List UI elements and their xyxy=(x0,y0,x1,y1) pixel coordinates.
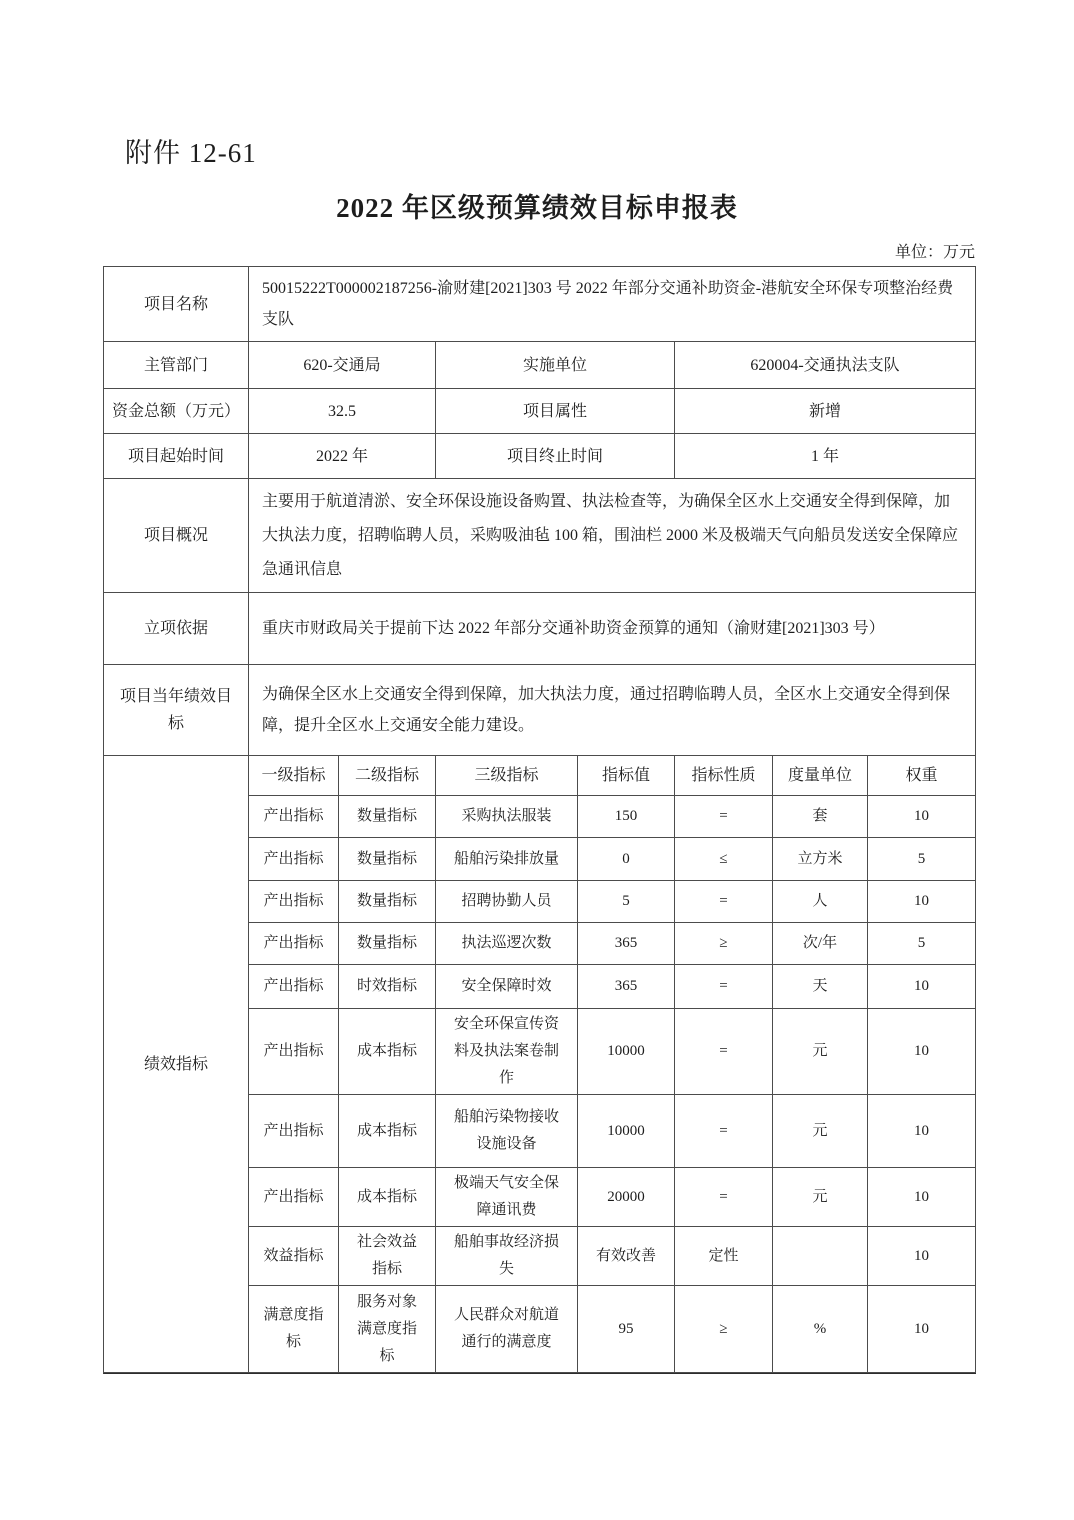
indicator-cell-level3: 人民群众对航道通行的满意度 xyxy=(436,1286,578,1373)
dept-value: 620-交通局 xyxy=(249,342,436,389)
indicator-cell-value: 150 xyxy=(578,796,675,838)
impl-unit-label: 实施单位 xyxy=(436,342,675,389)
indicator-header-unit: 度量单位 xyxy=(773,756,868,796)
indicator-cell-level2: 成本指标 xyxy=(339,1009,436,1095)
indicator-cell-weight: 10 xyxy=(868,1227,976,1286)
indicator-cell-value: 20000 xyxy=(578,1168,675,1227)
indicator-cell-level1: 产出指标 xyxy=(249,965,339,1009)
indicator-cell-level2: 成本指标 xyxy=(339,1095,436,1168)
indicator-cell-unit: 次/年 xyxy=(773,923,868,965)
indicator-cell-level3: 船舶事故经济损失 xyxy=(436,1227,578,1286)
end-time-label: 项目终止时间 xyxy=(436,434,675,479)
indicator-cell-unit: 立方米 xyxy=(773,838,868,881)
indicator-cell-value: 0 xyxy=(578,838,675,881)
indicator-header-value: 指标值 xyxy=(578,756,675,796)
indicator-cell-weight: 5 xyxy=(868,838,976,881)
indicator-cell-weight: 10 xyxy=(868,1095,976,1168)
indicator-cell-level3: 采购执法服装 xyxy=(436,796,578,838)
attribute-value: 新增 xyxy=(675,389,976,434)
indicator-cell-nature: = xyxy=(675,1095,773,1168)
page-title: 2022 年区级预算绩效目标申报表 xyxy=(336,193,738,223)
indicator-cell-nature: 定性 xyxy=(675,1227,773,1286)
indicator-cell-level1: 满意度指标 xyxy=(249,1286,339,1373)
indicator-cell-weight: 10 xyxy=(868,1009,976,1095)
indicator-cell-unit: 套 xyxy=(773,796,868,838)
indicator-cell-nature: = xyxy=(675,1168,773,1227)
indicator-cell-level2: 时效指标 xyxy=(339,965,436,1009)
indicator-cell-level2: 社会效益指标 xyxy=(339,1227,436,1286)
indicator-cell-level2: 数量指标 xyxy=(339,838,436,881)
indicator-header-nature: 指标性质 xyxy=(675,756,773,796)
indicators-section-label: 绩效指标 xyxy=(104,756,249,1373)
impl-unit-value: 620004-交通执法支队 xyxy=(675,342,976,389)
indicator-cell-level1: 产出指标 xyxy=(249,923,339,965)
indicator-cell-nature: ≤ xyxy=(675,838,773,881)
indicator-cell-nature: = xyxy=(675,965,773,1009)
indicator-cell-level1: 产出指标 xyxy=(249,1168,339,1227)
indicator-cell-unit xyxy=(773,1227,868,1286)
indicator-cell-level1: 产出指标 xyxy=(249,1009,339,1095)
indicator-cell-weight: 10 xyxy=(868,796,976,838)
indicator-cell-level1: 产出指标 xyxy=(249,796,339,838)
indicator-cell-level2: 数量指标 xyxy=(339,923,436,965)
indicator-cell-level1: 产出指标 xyxy=(249,838,339,881)
indicator-cell-level1: 产出指标 xyxy=(249,881,339,923)
overview-label: 项目概况 xyxy=(104,479,249,593)
indicator-cell-value: 5 xyxy=(578,881,675,923)
indicator-cell-value: 有效改善 xyxy=(578,1227,675,1286)
project-name-value: 50015222T000002187256-渝财建[2021]303 号 2022 年部分交通补助资金-港航安全环保专项整治经费支队 xyxy=(249,267,976,342)
attachment-label: 附件 12-61 xyxy=(125,138,257,168)
start-time-label: 项目起始时间 xyxy=(104,434,249,479)
declaration-form-table xyxy=(103,266,976,1374)
indicator-cell-weight: 10 xyxy=(868,881,976,923)
indicator-cell-weight: 10 xyxy=(868,965,976,1009)
indicator-cell-nature: = xyxy=(675,881,773,923)
indicator-cell-level2: 数量指标 xyxy=(339,881,436,923)
end-time-value: 1 年 xyxy=(675,434,976,479)
indicator-cell-level2: 数量指标 xyxy=(339,796,436,838)
indicator-cell-level3: 船舶污染排放量 xyxy=(436,838,578,881)
indicator-header-level3: 三级指标 xyxy=(436,756,578,796)
indicator-cell-value: 365 xyxy=(578,923,675,965)
indicator-cell-level3: 船舶污染物接收设施设备 xyxy=(436,1095,578,1168)
indicator-cell-level1: 效益指标 xyxy=(249,1227,339,1286)
indicator-cell-weight: 5 xyxy=(868,923,976,965)
indicator-cell-value: 10000 xyxy=(578,1095,675,1168)
indicator-cell-unit: 人 xyxy=(773,881,868,923)
annual-goal-value: 为确保全区水上交通安全得到保障，加大执法力度，通过招聘临聘人员，全区水上交通安全得到保障，提升全区水上交通安全能力建设。 xyxy=(249,665,976,756)
indicator-cell-level2: 服务对象满意度指标 xyxy=(339,1286,436,1373)
indicator-cell-unit: % xyxy=(773,1286,868,1373)
indicator-cell-unit: 元 xyxy=(773,1095,868,1168)
overview-value: 主要用于航道清淤、安全环保设施设备购置、执法检查等，为确保全区水上交通安全得到保障，加大执法力度，招聘临聘人员，采购吸油毡 100 箱，围油栏 2000 米及极端天气向船员发送安全保障应急通讯信息 xyxy=(249,479,976,593)
indicator-cell-value: 10000 xyxy=(578,1009,675,1095)
basis-label: 立项依据 xyxy=(104,593,249,665)
indicator-header-weight: 权重 xyxy=(868,756,976,796)
basis-value: 重庆市财政局关于提前下达 2022 年部分交通补助资金预算的通知（渝财建[2021]303 号） xyxy=(249,593,976,665)
start-time-value: 2022 年 xyxy=(249,434,436,479)
total-fund-value: 32.5 xyxy=(249,389,436,434)
indicator-cell-level3: 执法巡逻次数 xyxy=(436,923,578,965)
indicator-cell-level3: 安全保障时效 xyxy=(436,965,578,1009)
indicator-cell-level3: 招聘协勤人员 xyxy=(436,881,578,923)
indicator-cell-nature: ≥ xyxy=(675,923,773,965)
indicator-cell-unit: 元 xyxy=(773,1168,868,1227)
project-name-label: 项目名称 xyxy=(104,267,249,342)
indicator-cell-level1: 产出指标 xyxy=(249,1095,339,1168)
attribute-label: 项目属性 xyxy=(436,389,675,434)
indicator-cell-nature: = xyxy=(675,796,773,838)
indicator-cell-weight: 10 xyxy=(868,1168,976,1227)
indicator-cell-level2: 成本指标 xyxy=(339,1168,436,1227)
indicator-cell-value: 365 xyxy=(578,965,675,1009)
indicator-cell-level3: 极端天气安全保障通讯费 xyxy=(436,1168,578,1227)
dept-label: 主管部门 xyxy=(104,342,249,389)
indicator-cell-unit: 元 xyxy=(773,1009,868,1095)
indicator-cell-level3: 安全环保宣传资料及执法案卷制作 xyxy=(436,1009,578,1095)
annual-goal-label: 项目当年绩效目标 xyxy=(104,665,249,756)
indicator-header-level1: 一级指标 xyxy=(249,756,339,796)
indicator-cell-value: 95 xyxy=(578,1286,675,1373)
indicator-cell-nature: ≥ xyxy=(675,1286,773,1373)
indicator-cell-weight: 10 xyxy=(868,1286,976,1373)
total-fund-label: 资金总额（万元） xyxy=(104,389,249,434)
indicator-cell-unit: 天 xyxy=(773,965,868,1009)
unit-note: 单位：万元 xyxy=(894,244,975,261)
indicator-cell-nature: = xyxy=(675,1009,773,1095)
indicator-header-level2: 二级指标 xyxy=(339,756,436,796)
